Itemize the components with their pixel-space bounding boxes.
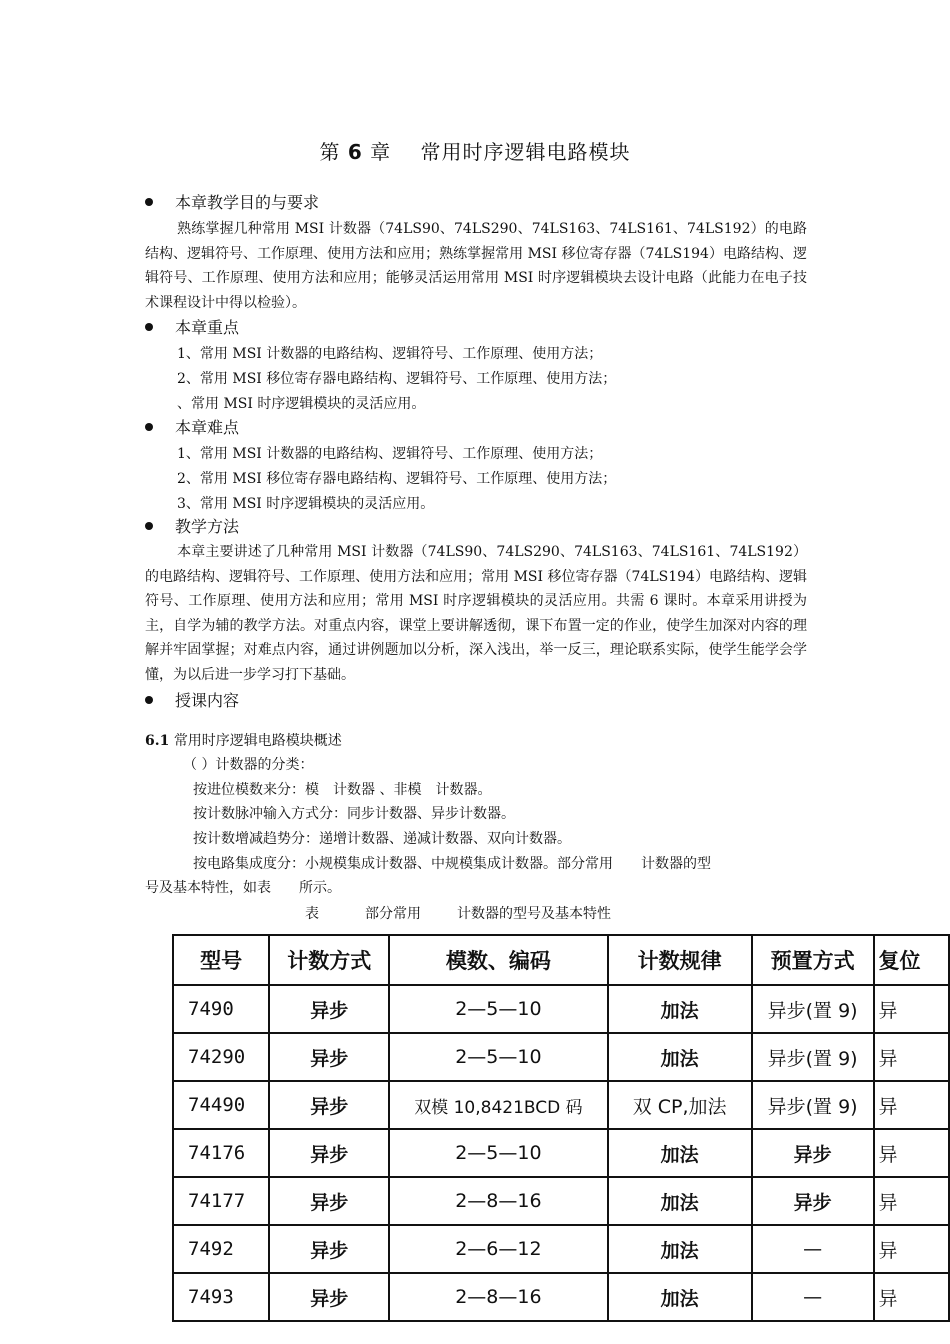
cell-modulus: 2—8—16 [389, 1177, 607, 1225]
difficulty-2: 2、常用 MSI 移位寄存器电路结构、逻辑符号、工作原理、使用方法； [177, 471, 617, 487]
cell-preset: 异步 [752, 1177, 874, 1225]
cell-preset: 异步(置 9) [752, 1081, 874, 1129]
section-method-heading: 教学方法 [145, 514, 239, 537]
header-cell: 模数、编码 [389, 935, 607, 985]
method-paragraph: 本章主要讲述了几种常用 MSI 计数器（74LS90、74LS290、74LS163、74LS161、74LS192）的电路结构、逻辑符号、工作原理、使用方法和应用；常用 MSI 移位寄存器（74LS194）电路结构、逻辑符号、工作原理、使用方法和应用；常用 MSI 时序逻辑模块的灵活应用。共需 6 课时。本章采用讲授为主，自学为辅的教学方法。对重点内容，课堂上要讲解透彻，课下布置一定的作业，使学生加深对内容的理解并牢固掌握；对难点内容，通过讲例题加以分析，深入浅出，举一反三，理论联系实际，使学生能学会学懂，为以后进一步学习打下基础。 [145, 544, 807, 683]
section-content-heading: 授课内容 [145, 688, 239, 711]
cell-model: 7490 [173, 985, 269, 1033]
header-cell: 计数方式 [269, 935, 389, 985]
cell-model: 7492 [173, 1225, 269, 1273]
counter-line-1: 按进位模数来分：模 计数器 、非模 计数器。 [193, 782, 492, 798]
key-point-2: 2、常用 MSI 移位寄存器电路结构、逻辑符号、工作原理、使用方法； [177, 371, 617, 387]
chapter-suffix: 章 [370, 140, 392, 164]
cell-preset: — [752, 1225, 874, 1273]
cell-count-mode: 异步 [269, 985, 389, 1033]
chapter-prefix: 第 [319, 140, 341, 164]
cell-count-rule: 加法 [608, 1129, 752, 1177]
cell-count-rule: 加法 [608, 1177, 752, 1225]
cell-count-mode: 异步 [269, 1225, 389, 1273]
counter-classify: （ ）计数器的分类： [183, 757, 314, 773]
cell-modulus: 2—5—10 [389, 1033, 607, 1081]
table-row [173, 1129, 949, 1177]
cell-reset: 异 [874, 1081, 950, 1129]
table-header-row [173, 935, 949, 985]
counter-table [172, 934, 950, 1322]
bullet-icon [145, 198, 153, 206]
cell-model: 74177 [173, 1177, 269, 1225]
counter-line-2: 按计数脉冲输入方式分：同步计数器、异步计数器。 [193, 806, 515, 822]
section-key-points-heading: 本章重点 [145, 315, 239, 338]
chapter-title [0, 136, 950, 165]
cell-count-rule: 加法 [608, 1033, 752, 1081]
cell-count-mode: 异步 [269, 1081, 389, 1129]
cell-model: 7493 [173, 1273, 269, 1321]
cell-modulus: 2—5—10 [389, 1129, 607, 1177]
cell-reset: 异 [874, 985, 950, 1033]
cell-count-mode: 异步 [269, 1177, 389, 1225]
difficulty-3: 3、常用 MSI 时序逻辑模块的灵活应用。 [177, 496, 435, 512]
chapter-name: 常用时序逻辑电路模块 [420, 140, 631, 164]
objectives-paragraph: 熟练掌握几种常用 MSI 计数器（74LS90、74LS290、74LS163、74LS161、74LS192）的电路结构、逻辑符号、工作原理、使用方法和应用；熟练掌握常用 MSI 移位寄存器（74LS194）电路结构、逻辑符号、工作原理、使用方法和应用；能够灵活运用常用 MSI 时序逻辑模块去设计电路（此能力在电子技术课程设计中得以检验）。 [145, 221, 807, 311]
cell-count-mode: 异步 [269, 1033, 389, 1081]
header-cell: 计数规律 [608, 935, 752, 985]
cell-preset: 异步(置 9) [752, 1033, 874, 1081]
table-row [173, 1225, 949, 1273]
cell-count-rule: 加法 [608, 1225, 752, 1273]
key-point-3: 、常用 MSI 时序逻辑模块的灵活应用。 [177, 396, 426, 412]
cell-count-mode: 异步 [269, 1129, 389, 1177]
cell-reset: 异 [874, 1225, 950, 1273]
table-caption: 表 部分常用 计数器的型号及基本特性 [305, 906, 611, 922]
cell-modulus: 2—6—12 [389, 1225, 607, 1273]
cell-preset: — [752, 1273, 874, 1321]
section-6-1-heading: 6.1 常用时序逻辑电路模块概述 [145, 733, 342, 749]
difficulty-1: 1、常用 MSI 计数器的电路结构、逻辑符号、工作原理、使用方法； [177, 446, 603, 462]
cell-reset: 异 [874, 1129, 950, 1177]
chapter-number: 6 [347, 140, 363, 164]
section-objectives-heading: 本章教学目的与要求 [145, 190, 319, 213]
table-row [173, 1033, 949, 1081]
counter-line-3: 按计数增减趋势分：递增计数器、递减计数器、双向计数器。 [193, 831, 571, 847]
cell-modulus: 2—8—16 [389, 1273, 607, 1321]
cell-preset: 异步 [752, 1129, 874, 1177]
cell-modulus: 双模 10,8421BCD 码 [389, 1081, 607, 1129]
cell-model: 74176 [173, 1129, 269, 1177]
cell-model: 74490 [173, 1081, 269, 1129]
cell-count-rule: 加法 [608, 1273, 752, 1321]
cell-reset: 异 [874, 1033, 950, 1081]
table-row [173, 1081, 949, 1129]
cell-modulus: 2—5—10 [389, 985, 607, 1033]
bullet-icon [145, 696, 153, 704]
table-row [173, 1177, 949, 1225]
table-row [173, 985, 949, 1033]
cell-count-rule: 双 CP,加法 [608, 1081, 752, 1129]
bullet-icon [145, 423, 153, 431]
bullet-icon [145, 323, 153, 331]
cell-count-mode: 异步 [269, 1273, 389, 1321]
cell-reset: 异 [874, 1177, 950, 1225]
bullet-icon [145, 522, 153, 530]
counter-line-5: 号及基本特性，如表 所示。 [145, 880, 341, 896]
header-cell: 预置方式 [752, 935, 874, 985]
counter-line-4: 按电路集成度分：小规模集成计数器、中规模集成计数器。部分常用 计数器的型 [193, 856, 711, 872]
cell-count-rule: 加法 [608, 985, 752, 1033]
header-cell: 复位 [874, 935, 950, 985]
cell-preset: 异步(置 9) [752, 985, 874, 1033]
cell-model: 74290 [173, 1033, 269, 1081]
key-point-1: 1、常用 MSI 计数器的电路结构、逻辑符号、工作原理、使用方法； [177, 346, 603, 362]
table-row [173, 1273, 949, 1321]
section-difficulties-heading: 本章难点 [145, 415, 239, 438]
cell-reset: 异 [874, 1273, 950, 1321]
header-cell: 型号 [173, 935, 269, 985]
